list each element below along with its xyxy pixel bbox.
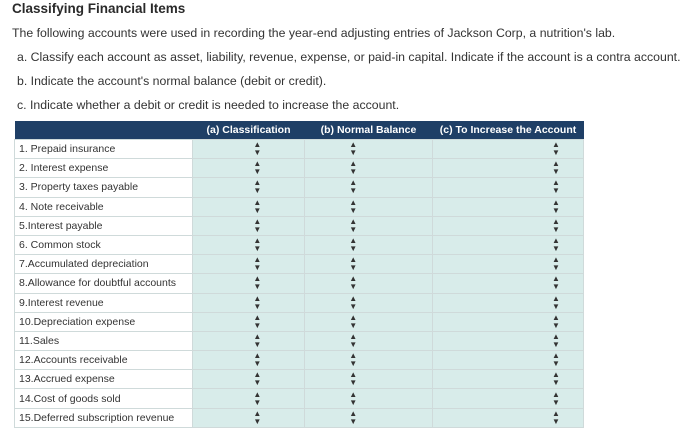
updown-caret-icon: ▲ ▼ (253, 236, 262, 254)
increase-select[interactable] (433, 235, 584, 254)
updown-caret-icon: ▲ ▼ (253, 389, 262, 407)
account-name: 11.Sales (15, 331, 193, 350)
increase-select[interactable] (433, 293, 584, 312)
classification-select[interactable] (193, 178, 305, 197)
updown-caret-icon: ▲ ▼ (349, 178, 358, 196)
increase-select[interactable] (433, 274, 584, 293)
normal-balance-select[interactable] (305, 159, 433, 178)
updown-caret-icon: ▲ ▼ (552, 140, 560, 158)
classification-select[interactable] (193, 274, 305, 293)
increase-select[interactable] (433, 331, 584, 350)
increase-select[interactable] (433, 370, 584, 389)
normal-balance-select[interactable] (305, 293, 433, 312)
table-row (15, 140, 584, 159)
header-classification: (a) Classification (193, 121, 305, 140)
updown-caret-icon: ▲ ▼ (253, 255, 262, 273)
updown-caret-icon: ▲ ▼ (349, 274, 358, 292)
table-row (15, 197, 584, 216)
updown-caret-icon: ▲ ▼ (552, 274, 560, 292)
classification-select[interactable] (193, 351, 305, 370)
updown-caret-icon: ▲ ▼ (253, 312, 262, 330)
updown-caret-icon: ▲ ▼ (253, 140, 262, 158)
classification-select[interactable] (193, 408, 305, 427)
updown-caret-icon: ▲ ▼ (253, 408, 262, 426)
updown-caret-icon: ▲ ▼ (253, 216, 262, 234)
updown-caret-icon: ▲ ▼ (253, 159, 262, 177)
instruction-c: c. Indicate whether a debit or credit is needed to increase the account. (17, 98, 400, 112)
account-name: 10.Depreciation expense (15, 312, 193, 331)
classification-select[interactable] (193, 389, 305, 408)
instruction-b: b. Indicate the account's normal balance (debit or credit). (17, 74, 327, 88)
updown-caret-icon: ▲ ▼ (349, 408, 358, 426)
updown-caret-icon: ▲ ▼ (552, 408, 560, 426)
account-name: 3. Property taxes payable (15, 178, 193, 197)
account-name: 2. Interest expense (15, 159, 193, 178)
account-name: 5.Interest payable (15, 216, 193, 235)
table-row (15, 370, 584, 389)
normal-balance-select[interactable] (305, 389, 433, 408)
account-name: 14.Cost of goods sold (15, 389, 193, 408)
classification-select[interactable] (193, 235, 305, 254)
classification-select[interactable] (193, 312, 305, 331)
normal-balance-select[interactable] (305, 274, 433, 293)
updown-caret-icon: ▲ ▼ (552, 331, 560, 349)
updown-caret-icon: ▲ ▼ (552, 236, 560, 254)
normal-balance-select[interactable] (305, 255, 433, 274)
increase-select[interactable] (433, 140, 584, 159)
classification-select[interactable] (193, 140, 305, 159)
intro-text: The following accounts were used in recording the year-end adjusting entries of Jackson Corp, a nutrition's lab. (12, 26, 616, 40)
classification-select[interactable] (193, 255, 305, 274)
updown-caret-icon: ▲ ▼ (253, 370, 262, 388)
normal-balance-select[interactable] (305, 197, 433, 216)
header-account (15, 121, 193, 140)
updown-caret-icon: ▲ ▼ (552, 389, 560, 407)
account-name: 4. Note receivable (15, 197, 193, 216)
table-row (15, 312, 584, 331)
updown-caret-icon: ▲ ▼ (552, 216, 560, 234)
account-name: 13.Accrued expense (15, 370, 193, 389)
normal-balance-select[interactable] (305, 370, 433, 389)
updown-caret-icon: ▲ ▼ (552, 370, 560, 388)
account-name: 15.Deferred subscription revenue (15, 408, 193, 427)
normal-balance-select[interactable] (305, 140, 433, 159)
table-row (15, 255, 584, 274)
normal-balance-select[interactable] (305, 178, 433, 197)
updown-caret-icon: ▲ ▼ (349, 159, 358, 177)
table-row (15, 293, 584, 312)
updown-caret-icon: ▲ ▼ (349, 140, 358, 158)
updown-caret-icon: ▲ ▼ (552, 312, 560, 330)
updown-caret-icon: ▲ ▼ (552, 351, 560, 369)
table-row (15, 331, 584, 350)
header-normal-balance: (b) Normal Balance (305, 121, 433, 140)
updown-caret-icon: ▲ ▼ (253, 274, 262, 292)
account-name: 1. Prepaid insurance (15, 140, 193, 159)
updown-caret-icon: ▲ ▼ (349, 370, 358, 388)
updown-caret-icon: ▲ ▼ (552, 159, 560, 177)
classification-select[interactable] (193, 216, 305, 235)
accounts-table (14, 121, 584, 428)
normal-balance-select[interactable] (305, 331, 433, 350)
updown-caret-icon: ▲ ▼ (253, 351, 262, 369)
account-name: 7.Accumulated depreciation (15, 255, 193, 274)
header-increase: (c) To Increase the Account (433, 121, 584, 140)
normal-balance-select[interactable] (305, 216, 433, 235)
table-row (15, 351, 584, 370)
updown-caret-icon: ▲ ▼ (349, 389, 358, 407)
table-row (15, 408, 584, 427)
increase-select[interactable] (433, 351, 584, 370)
updown-caret-icon: ▲ ▼ (552, 178, 560, 196)
account-name: 12.Accounts receivable (15, 351, 193, 370)
classification-select[interactable] (193, 159, 305, 178)
instruction-a: a. Classify each account as asset, liability, revenue, expense, or paid-in capital. Indicate if the account is a contra account. (17, 50, 681, 64)
page-title: Classifying Financial Items (12, 1, 186, 16)
increase-select[interactable] (433, 408, 584, 427)
increase-select[interactable] (433, 159, 584, 178)
account-name: 6. Common stock (15, 235, 193, 254)
table-row (15, 159, 584, 178)
classification-select[interactable] (193, 370, 305, 389)
updown-caret-icon: ▲ ▼ (349, 236, 358, 254)
normal-balance-select[interactable] (305, 235, 433, 254)
increase-select[interactable] (433, 197, 584, 216)
increase-select[interactable] (433, 216, 584, 235)
table-row (15, 216, 584, 235)
table-header-row (15, 121, 584, 140)
updown-caret-icon: ▲ ▼ (253, 293, 262, 311)
classification-select[interactable] (193, 293, 305, 312)
table-body (15, 140, 584, 428)
table-row (15, 389, 584, 408)
increase-select[interactable] (433, 312, 584, 331)
updown-caret-icon: ▲ ▼ (349, 331, 358, 349)
normal-balance-select[interactable] (305, 312, 433, 331)
increase-select[interactable] (433, 389, 584, 408)
updown-caret-icon: ▲ ▼ (253, 197, 262, 215)
updown-caret-icon: ▲ ▼ (552, 255, 560, 273)
increase-select[interactable] (433, 178, 584, 197)
updown-caret-icon: ▲ ▼ (349, 216, 358, 234)
account-name: 8.Allowance for doubtful accounts (15, 274, 193, 293)
updown-caret-icon: ▲ ▼ (349, 312, 358, 330)
updown-caret-icon: ▲ ▼ (349, 255, 358, 273)
updown-caret-icon: ▲ ▼ (253, 178, 262, 196)
table-row (15, 178, 584, 197)
classification-select[interactable] (193, 331, 305, 350)
normal-balance-select[interactable] (305, 351, 433, 370)
updown-caret-icon: ▲ ▼ (349, 197, 358, 215)
updown-caret-icon: ▲ ▼ (552, 293, 560, 311)
updown-caret-icon: ▲ ▼ (349, 293, 358, 311)
classification-select[interactable] (193, 197, 305, 216)
updown-caret-icon: ▲ ▼ (253, 331, 262, 349)
updown-caret-icon: ▲ ▼ (552, 197, 560, 215)
updown-caret-icon: ▲ ▼ (349, 351, 358, 369)
table-row (15, 274, 584, 293)
account-name: 9.Interest revenue (15, 293, 193, 312)
normal-balance-select[interactable] (305, 408, 433, 427)
table-row (15, 235, 584, 254)
increase-select[interactable] (433, 255, 584, 274)
